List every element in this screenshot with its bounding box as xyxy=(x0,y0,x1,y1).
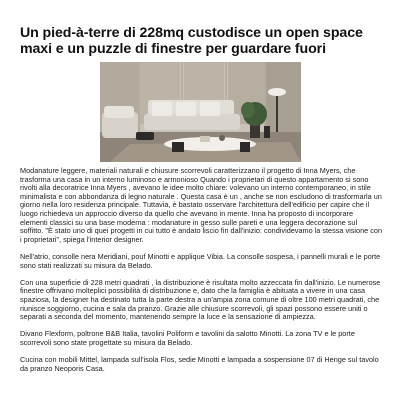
article-paragraph: Con una superficie di 228 metri quadrati , la distribuzione è risultata molto azzeccata fin dall'inizio. Le numerose finestre offrivano molteplici possibilità di distribuzione e, dato che la famiglia è abituata a vivere in una casa spaziosa, la designer ha destinato tutta la parte destra a un'ampia zona comune di oltre 100 metri quadrati, che riunisce soggiorno, cucina e sala da pranzo. Grazie alle chiusure scorrevoli, gli spazi possono essere uniti o separati a seconda del momento, mantenendo sempre la luce e la sensazione di ampiezza. xyxy=(20,277,381,322)
article-paragraph: Nell'atrio, consolle nera Meridiani, pouf Minotti e applique Vibia. La consolle sospesa, i pannelli murali e le porte sono stati realizzati su misura da Belado. xyxy=(20,251,381,270)
article-title: Un pied-à-terre di 228mq custodisce un open space maxi e un puzzle di finestre per guardare fuori xyxy=(20,25,363,57)
article-paragraph: Cucina con mobili Mittel, lampada sull'isola Flos, sedie Minotti e lampada a sospensione 07 di Henge sul tavolo da pranzo Neoporis Casa. xyxy=(20,355,379,373)
article-body xyxy=(20,167,382,382)
living-room-photo xyxy=(100,62,301,162)
article-paragraph: Modanature leggere, materiali naturali e chiusure scorrevoli caratterizzano il progetto di Inna Myers, che trasforma una casa in un interno luminoso e armonioso Quando i proprietari di questo appartamento si sono rivolti alla decoratrice Inna Myers , avevano le idee molto chiare: volevano un interno contemporaneo, in stile minimalista e con abbondanza di legno naturale . Questa casa è un , anche se non escludono di trasformarla un giorno nella loro residenza principale. Tuttavia, è bastato osservare l'architettura dell'edificio per capire che il luogo richiedeva un approccio diverso da quello che avevano in mente. Inna ha proposto di incorporare elementi classici su una base moderna : modanature in gesso sulle pareti e una leggera decorazione sul soffitto. "È stato uno di quei progetti in cui tutto è andato liscio fin dall'inizio: condividevamo la stessa visione con i proprietari", spiega l'interior designer. xyxy=(20,166,383,244)
article-paragraph: Divano Flexform, poltrone B&B Italia, tavolini Poliform e tavolini da salotto Minotti. La zona TV e le porte scorrevoli sono state progettate su misura da Belado. xyxy=(20,329,355,347)
